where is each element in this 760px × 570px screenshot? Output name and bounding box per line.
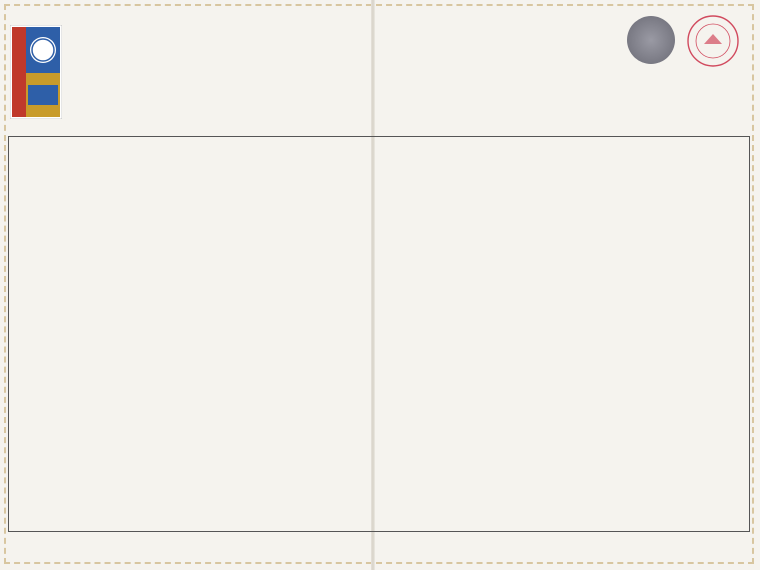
cmku-logo [10,25,62,119]
side-label-sire [9,180,17,310]
side-label-dam [9,380,17,510]
pedigree-table [8,136,750,532]
red-stamp [686,14,740,68]
round-seal [627,16,675,64]
